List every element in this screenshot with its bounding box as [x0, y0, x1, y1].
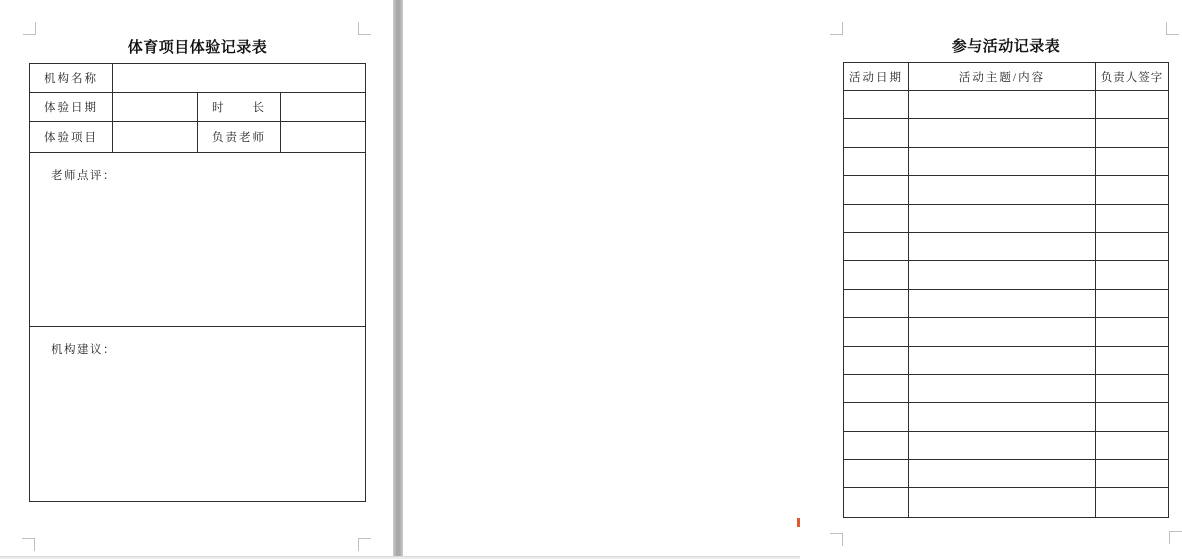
table-cell-empty[interactable]	[909, 460, 1096, 487]
page-gap-divider	[393, 0, 403, 557]
page-left[interactable]	[0, 0, 393, 557]
experience-project-label: 体验项目	[30, 122, 113, 152]
table-row	[844, 318, 1168, 346]
table-cell-empty[interactable]	[909, 403, 1096, 430]
org-suggestion-cell[interactable]	[30, 327, 365, 501]
table-cell-empty[interactable]	[909, 432, 1096, 459]
table-row	[30, 93, 365, 122]
table-cell-empty[interactable]	[1096, 148, 1168, 175]
table-cell-empty[interactable]	[909, 148, 1096, 175]
table-cell-empty[interactable]	[844, 318, 909, 345]
header-signature: 负责人签字	[1100, 71, 1164, 84]
table-cell-empty[interactable]	[909, 375, 1096, 402]
table-cell-empty[interactable]	[909, 176, 1096, 203]
org-suggestion-label: 机构建议：	[51, 344, 116, 356]
crop-mark-bottom-right	[358, 538, 371, 551]
table-cell-empty[interactable]	[909, 261, 1096, 288]
activity-record-table	[843, 62, 1169, 518]
table-row	[844, 233, 1168, 261]
table-cell-empty[interactable]	[1096, 176, 1168, 203]
table-row	[30, 153, 365, 327]
right-page-title: 参与活动记录表	[951, 39, 1061, 55]
crop-mark-top-left	[23, 22, 36, 35]
table-row	[844, 403, 1168, 431]
duration-label: 时 长	[198, 93, 281, 121]
table-cell-empty[interactable]	[844, 261, 909, 288]
table-cell-empty[interactable]	[1096, 290, 1168, 317]
table-cell-empty[interactable]	[844, 290, 909, 317]
table-cell-empty[interactable]	[909, 290, 1096, 317]
table-cell-empty[interactable]	[909, 488, 1096, 516]
table-cell-empty[interactable]	[1096, 488, 1168, 516]
table-cell-empty[interactable]	[1096, 233, 1168, 260]
crop-mark-top-right	[358, 22, 371, 35]
table-cell-empty[interactable]	[909, 119, 1096, 146]
experience-date-label: 体验日期	[30, 93, 113, 121]
crop-mark-top-right	[1166, 22, 1179, 35]
table-cell-empty[interactable]	[844, 119, 909, 146]
header-activity-topic: 活动主题/内容	[909, 63, 1096, 90]
table-cell-empty[interactable]	[1096, 375, 1168, 402]
org-name-label: 机构名称	[30, 64, 113, 92]
table-cell-empty[interactable]	[1096, 347, 1168, 374]
crop-mark-bottom-left	[22, 538, 35, 551]
table-row	[844, 488, 1168, 516]
table-cell-empty[interactable]	[909, 318, 1096, 345]
table-cell-empty[interactable]	[844, 347, 909, 374]
table-cell-empty[interactable]	[1096, 91, 1168, 118]
experience-record-table	[29, 63, 366, 502]
experience-project-value-cell[interactable]	[113, 122, 198, 152]
table-cell-empty[interactable]	[844, 205, 909, 232]
table-cell-empty[interactable]	[909, 91, 1096, 118]
table-row	[844, 375, 1168, 403]
table-cell-empty[interactable]	[909, 347, 1096, 374]
table-row	[844, 119, 1168, 147]
experience-date-value-cell[interactable]	[113, 93, 198, 121]
page-right[interactable]	[403, 0, 1164, 557]
table-cell-empty[interactable]	[844, 148, 909, 175]
table-cell-empty[interactable]	[1096, 119, 1168, 146]
left-page-title: 体育项目体验记录表	[127, 40, 268, 56]
table-cell-empty[interactable]	[1096, 460, 1168, 487]
table-row	[844, 460, 1168, 488]
teacher-comment-cell[interactable]	[30, 153, 365, 326]
table-cell-empty[interactable]	[844, 91, 909, 118]
duration-value-cell[interactable]	[281, 93, 365, 121]
table-row	[844, 148, 1168, 176]
table-cell-empty[interactable]	[1096, 403, 1168, 430]
table-cell-empty[interactable]	[1096, 261, 1168, 288]
org-name-value-cell[interactable]	[113, 64, 365, 92]
crop-mark-bottom-left	[830, 533, 843, 546]
table-row	[844, 290, 1168, 318]
table-cell-empty[interactable]	[909, 233, 1096, 260]
table-row	[30, 122, 365, 153]
table-cell-empty[interactable]	[844, 233, 909, 260]
table-row	[844, 347, 1168, 375]
table-row	[844, 261, 1168, 289]
table-row	[844, 205, 1168, 233]
teacher-comment-label: 老师点评：	[51, 170, 116, 182]
table-row	[844, 91, 1168, 119]
table-header-row	[844, 63, 1168, 91]
header-activity-date: 活动日期	[844, 63, 909, 90]
table-cell-empty[interactable]	[844, 432, 909, 459]
table-cell-empty[interactable]	[1096, 432, 1168, 459]
table-cell-empty[interactable]	[844, 176, 909, 203]
table-cell-empty[interactable]	[844, 460, 909, 487]
table-row	[844, 432, 1168, 460]
scrollbar-annotation-marker	[797, 518, 800, 527]
teacher-in-charge-value-cell[interactable]	[281, 122, 365, 152]
table-cell-empty[interactable]	[1096, 205, 1168, 232]
crop-mark-top-left	[830, 22, 843, 35]
crop-mark-bottom-right	[1169, 531, 1182, 544]
teacher-in-charge-label: 负责老师	[198, 122, 281, 152]
table-cell-empty[interactable]	[844, 403, 909, 430]
table-row	[30, 327, 365, 501]
table-row	[30, 64, 365, 93]
table-cell-empty[interactable]	[1096, 318, 1168, 345]
table-cell-empty[interactable]	[909, 205, 1096, 232]
table-row	[844, 176, 1168, 204]
table-cell-empty[interactable]	[844, 375, 909, 402]
table-cell-empty[interactable]	[844, 488, 909, 516]
